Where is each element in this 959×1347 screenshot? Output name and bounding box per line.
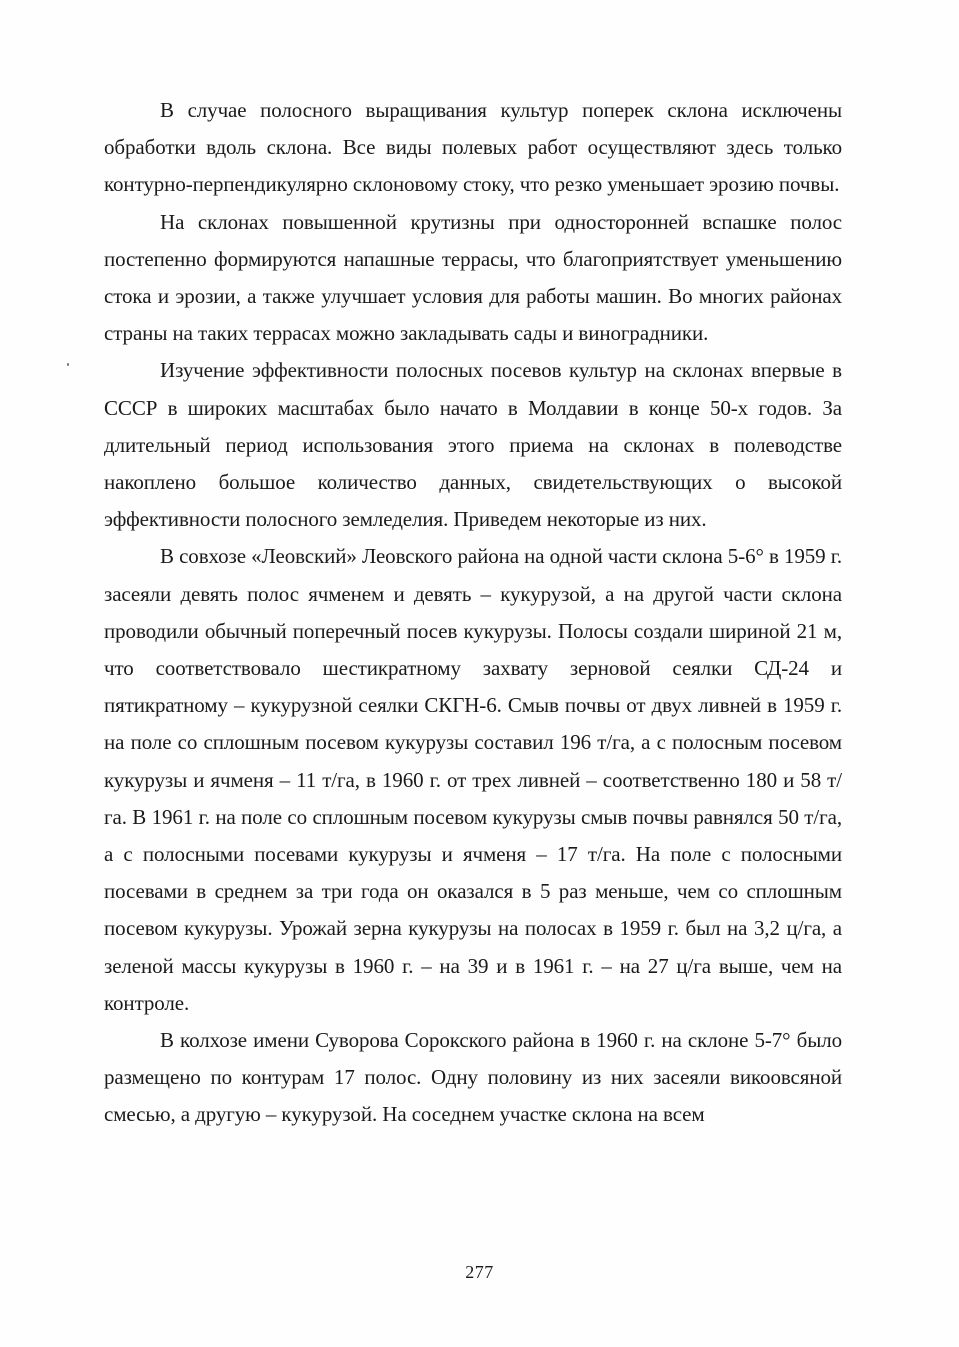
paragraph-suvorov-kolkhoz: В колхозе имени Суворова Сорокского района в 1960 г. на склоне 5-7° было размещено по контурам 17 полос. Одну половину из них засеяли викоовсяной смесью, а другую – кукурузой. На соседнем участке склона на всем — [104, 1028, 842, 1127]
paragraph-terraces: На склонах повышенной крутизны при односторонней вспашке полос постепенно формируются напашные террасы, что благоприятствует уменьшению стока и эрозии, а также улучшает условия для работы машин. Во многих районах страны на таких террасах можно закладывать сады и виноградники. — [104, 209, 842, 346]
paragraph-study-history: Изучение эффективности полосных посевов культур на склонах впервые в СССР в широких масштабах было начато в Молдавии в конце 50-х годов. За длительный период использования этого приема на склонах в полеводстве накоплено большое количество данных, свидетельствующих о высокой эффективности полосного земледелия. Приведем некоторые из них. — [104, 358, 842, 532]
scan-speck — [67, 363, 69, 366]
paragraph-strip-cropping: В случае полосного выращивания культур поперек склона исключены обработки вдоль склона. Все виды полевых работ осуществляют здесь только контурно-перпендикулярно склоновому стоку, что резко уменьшает эрозию почвы. — [104, 98, 842, 197]
page-number: 277 — [465, 1262, 494, 1282]
body-text — [104, 92, 842, 1134]
paragraph-leovsky-results: В совхозе «Леовский» Леовского района на одной части склона 5-6° в 1959 г. засеяли девять полос ячменем и девять – кукурузой, а на другой части склона проводили обычный поперечный посев кукурузы. Полосы создали шириной 21 м, что соответствовало шестикратному захвату зерновой сеялки СД-24 и пятикратному – кукурузной сеялки СКГН-6. Смыв почвы от двух ливней в 1959 г. на поле со сплошным посевом кукурузы составил 196 т/га, а с полосным посевом кукурузы и ячменя – 11 т/га, в 1960 г. от трех ливней – соответственно 180 и 58 т/га. В 1961 г. на поле со сплошным посевом кукурузы смыв почвы равнялся 50 т/га, а с полосными посевами кукурузы и ячменя – 17 т/га. На поле с полосными посевами в среднем за три года он оказался в 5 раз меньше, чем со сплошным посевом кукурузы. Урожай зерна кукурузы на полосах в 1959 г. был на 3,2 ц/га, а зеленой массы кукурузы в 1960 г. – на 39 и в 1961 г. – на 27 ц/га выше, чем на контроле. — [104, 544, 842, 1015]
